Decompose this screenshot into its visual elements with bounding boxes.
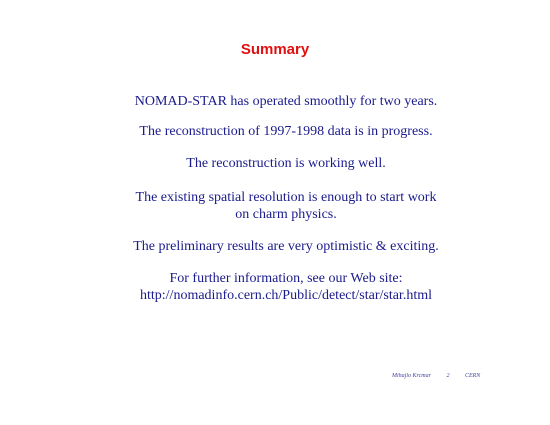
slide-title: Summary (240, 41, 310, 58)
summary-line: For further information, see our Web site: (169, 271, 403, 286)
summary-line: The reconstruction is working well. (186, 156, 386, 171)
summary-point-4 (0, 189, 550, 223)
footer-author: Mihajlo Krcmar (392, 373, 431, 379)
summary-point-3 (0, 155, 550, 172)
web-site-url: http://nomadinfo.cern.ch/Public/detect/star/star.html (140, 288, 432, 303)
summary-point-1 (0, 93, 550, 110)
summary-point-2 (0, 123, 550, 140)
slide-footer (392, 373, 494, 379)
summary-line: NOMAD-STAR has operated smoothly for two years. (134, 94, 438, 109)
footer-organization: CERN (464, 373, 481, 379)
summary-point-6 (0, 270, 550, 304)
summary-point-5 (0, 238, 550, 255)
summary-line: The existing spatial resolution is enough to start work (135, 190, 437, 205)
summary-line: on charm physics. (235, 207, 337, 222)
summary-line: The reconstruction of 1997-1998 data is in progress. (139, 124, 433, 139)
summary-line: The preliminary results are very optimistic & exciting. (133, 239, 439, 254)
footer-page-number: 2 (446, 373, 450, 379)
